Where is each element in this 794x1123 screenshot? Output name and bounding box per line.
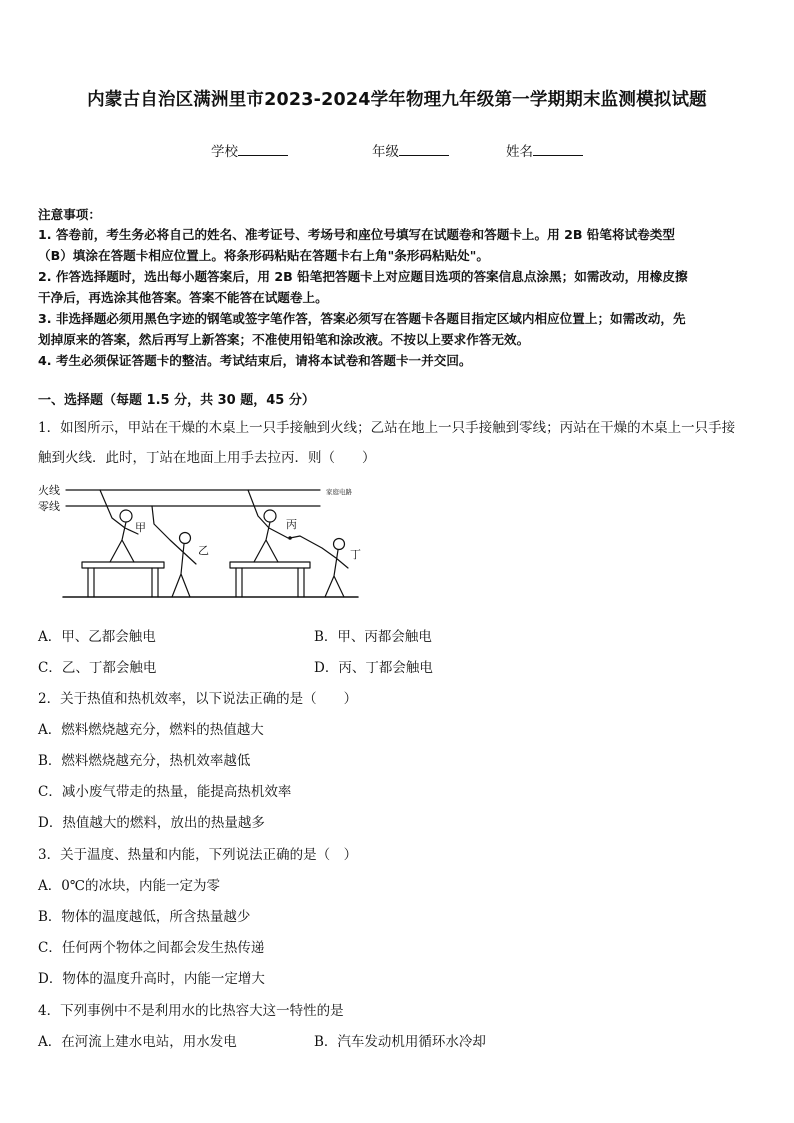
person-jia-label: 甲 [135, 521, 146, 534]
name-field [506, 140, 583, 160]
q4-option-a: A．在河流上建水电站，用水发电 [38, 1034, 237, 1050]
school-blank [238, 143, 288, 156]
name-blank [533, 143, 583, 156]
grade-label: 年级 [372, 144, 399, 160]
grade-field [372, 140, 449, 160]
q2-stem: 2．关于热值和热机效率，以下说法正确的是（ ） [38, 691, 358, 707]
q4-option-b: B．汽车发动机用循环水冷却 [314, 1034, 486, 1050]
q1-option-c: C．乙、丁都会触电 [38, 660, 157, 676]
page-title: 内蒙古自治区满洲里市2023-2024学年物理九年级第一学期期末监测模拟试题 [87, 90, 707, 110]
name-label: 姓名 [506, 144, 533, 160]
live-wire-label: 火线 [38, 484, 60, 497]
q1-option-b: B．甲、丙都会触电 [314, 629, 432, 645]
section-heading: 一、选择题（每题 1.5 分，共 30 题，45 分） [38, 393, 315, 408]
notice-heading: 注意事项： [38, 207, 101, 222]
q2-option-c: C．减小废气带走的热量，能提高热机效率 [38, 784, 292, 800]
q1-option-a: A．甲、乙都会触电 [38, 629, 156, 645]
q2-option-a: A．燃料燃烧越充分，燃料的热值越大 [38, 722, 264, 738]
notice-line: 1. 答卷前，考生务必将自己的姓名、准考证号、考场号和座位号填写在试题卷和答题卡上。用 2B 铅笔将试卷类型 [38, 227, 675, 242]
q3-option-c: C．任何两个物体之间都会发生热传递 [38, 940, 265, 956]
q1-stem-line1: 1．如图所示，甲站在干燥的木桌上一只手接触到火线；乙站在地上一只手接触到零线；丙站在干燥的木桌上一只手接 [38, 420, 736, 436]
person-yi-label: 乙 [198, 544, 209, 557]
notice-line: 2. 作答选择题时，选出每小题答案后，用 2B 铅笔把答题卡上对应题目选项的答案信息点涂黑；如需改动，用橡皮擦 [38, 269, 688, 284]
person-bing-label: 丙 [286, 518, 297, 531]
notice-line: 干净后，再选涂其他答案。答案不能答在试题卷上。 [38, 290, 328, 305]
q2-option-d: D．热值越大的燃料，放出的热量越多 [38, 815, 265, 831]
school-label: 学校 [211, 144, 238, 160]
person-ding-label: 丁 [350, 548, 361, 561]
notice-line: 3. 非选择题必须用黑色字迹的钢笔或签字笔作答，答案必须写在答题卡各题目指定区域内相应位置上；如需改动，先 [38, 311, 686, 326]
circuit-figure [38, 478, 368, 606]
notice-line: （B）填涂在答题卡相应位置上。将条形码粘贴在答题卡右上角"条形码粘贴处"。 [38, 248, 489, 263]
neutral-wire-label: 零线 [38, 500, 60, 513]
q1-stem-line2: 触到火线．此时，丁站在地面上用手去拉丙．则（ ） [38, 450, 376, 466]
q2-option-b: B．燃料燃烧越充分，热机效率越低 [38, 753, 251, 769]
circuit-label: 家庭电路 [326, 488, 352, 496]
q3-option-b: B．物体的温度越低，所含热量越少 [38, 909, 251, 925]
notice-line: 4. 考生必须保证答题卡的整洁。考试结束后，请将本试卷和答题卡一并交回。 [38, 353, 472, 368]
q4-stem: 4．下列事例中不是利用水的比热容大这一特性的是 [38, 1003, 344, 1019]
q3-option-d: D．物体的温度升高时，内能一定增大 [38, 971, 265, 987]
contact-point [288, 536, 292, 540]
q3-option-a: A．0℃的冰块，内能一定为零 [38, 878, 220, 894]
notice-line: 划掉原来的答案，然后再写上新答案；不准使用铅笔和涂改液。不按以上要求作答无效。 [38, 332, 530, 347]
q3-stem: 3．关于温度、热量和内能，下列说法正确的是（ ） [38, 847, 358, 863]
grade-blank [399, 143, 449, 156]
school-field [211, 140, 288, 160]
q1-option-d: D．丙、丁都会触电 [314, 660, 433, 676]
